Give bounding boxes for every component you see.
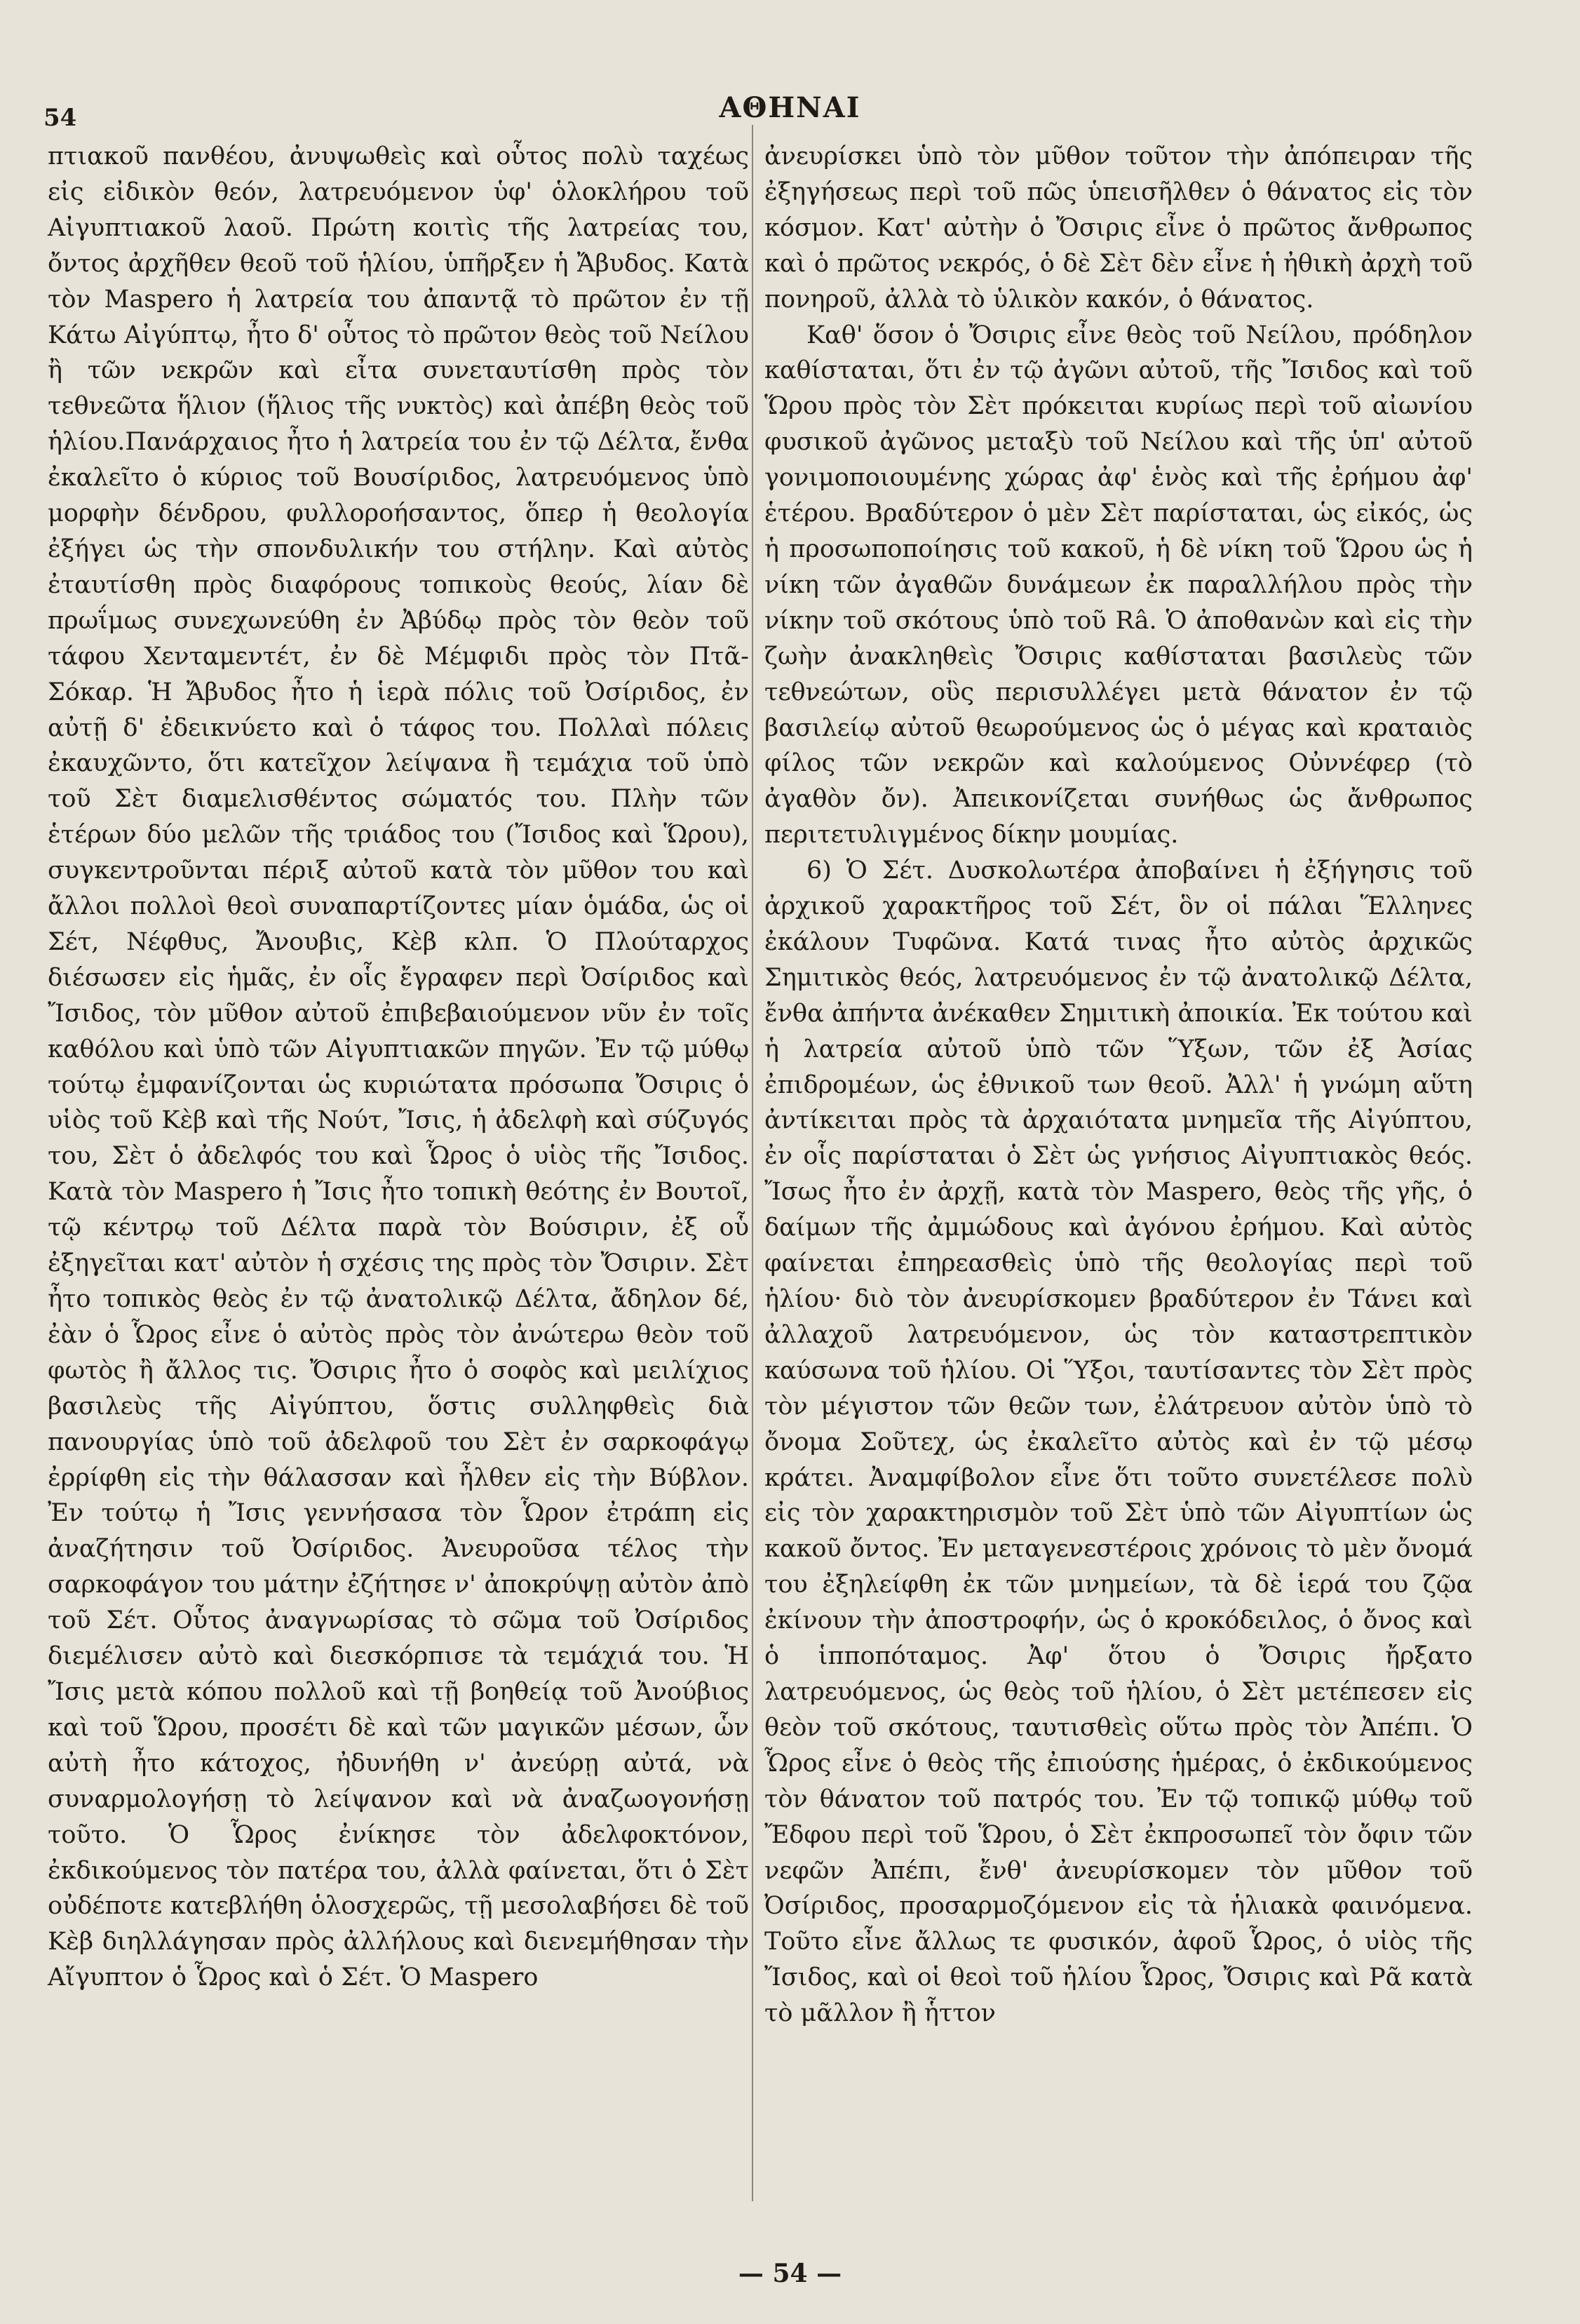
left-column-text: πτιακοῦ πανθέου, ἀνυψωθεὶς καὶ οὗτος πολὺ ταχέως εἰς εἰδικὸν θεόν, λατρευόμενον ὑφ' ὁλοκλήρου τοῦ Αἰγυπτιακοῦ λαοῦ. Πρώτη κοιτὶς τῆς λατρείας του, ὄντος ἀρχῆθεν θεοῦ τοῦ ἡλίου, ὑπῆρξεν ἡ Ἄβυδος. Κατὰ τὸν Maspero ἡ λατρεία του ἀπαντᾷ τὸ πρῶτον ἐν τῇ Κάτω Αἰγύπτῳ, ἦτο δ' οὗτος τὸ πρῶτον θεὸς τοῦ Νείλου ἢ τῶν νεκρῶν καὶ εἶτα συνεταυτίσθη πρὸς τὸν τεθνεῶτα ἥλιον (ἥλιος τῆς νυκτὸς) καὶ ἀπέβη θεὸς τοῦ ἡλίου.Πανάρχαιος ἦτο ἡ λατρεία του ἐν τῷ Δέλτα, ἔνθα ἐκαλεῖτο ὁ κύριος τοῦ Βουσίριδος, λατρευόμενος ὑπὸ μορφὴν δένδρου, φυλλοροήσαντος, ὅπερ ἡ θεολογία ἐξήγει ὡς τὴν σπονδυλικήν του στήλην. Καὶ αὐτὸς ἐταυτίσθη πρὸς διαφόρους τοπικοὺς θεούς, λίαν δὲ πρωΐμως συνεχωνεύθη ἐν Ἀβύδῳ πρὸς τὸν θεὸν τοῦ τάφου Χενταμεντέτ, ἐν δὲ Μέμφιδι πρὸς τὸν Πτᾶ-Σόκαρ. Ἡ Ἄβυδος ἦτο ἡ ἱερὰ πόλις τοῦ Ὀσίριδος, ἐν αὐτῇ δ' ἐδεικνύετο καὶ ὁ τάφος του. Πολλαὶ πόλεις ἐκαυχῶντο, ὅτι κατεῖχον λείψανα ἢ τεμάχια τοῦ ὑπὸ τοῦ Σὲτ διαμελισθέντος σώματός του. Πλὴν τῶν ἑτέρων δύο μελῶν τῆς τριάδος του (Ἴσιδος καὶ Ὥρου), συγκεντροῦνται πέριξ αὐτοῦ κατὰ τὸν μῦθον του καὶ ἄλλοι πολλοὶ θεοὶ συναπαρτίζοντες μίαν ὁμάδα, ὡς οἱ Σέτ, Νέφθυς, Ἄνουβις, Κὲβ κλπ. Ὁ Πλούταρχος διέσωσεν εἰς ἡμᾶς, ἐν οἷς ἔγραφεν περὶ Ὀσίριδος καὶ Ἴσιδος, τὸν μῦθον αὐτοῦ ἐπιβεβαιούμενον νῦν ἐν τοῖς καθόλου καὶ ὑπὸ τῶν Αἰγυπτιακῶν πηγῶν. Ἐν τῷ μύθῳ τούτῳ ἐμφανίζονται ὡς κυριώτατα πρόσωπα Ὄσιρις ὁ υἱὸς τοῦ Κὲβ καὶ τῆς Νούτ, Ἴσις, ἡ ἀδελφὴ καὶ σύζυγός του, Σὲτ ὁ ἀδελφός του καὶ Ὧρος ὁ υἱὸς τῆς Ἴσιδος. Κατὰ τὸν Maspero ἡ Ἴσις ἦτο τοπικὴ θεότης ἐν Βουτοῖ, τῷ κέντρῳ τοῦ Δέλτα παρὰ τὸν Βούσιριν, ἐξ οὗ ἐξηγεῖται κατ' αὐτὸν ἡ σχέσις της πρὸς τὸν Ὄσιριν. Σὲτ ἦτο τοπικὸς θεὸς ἐν τῷ ἀνατολικῷ Δέλτα, ἄδηλον δέ, ἐὰν ὁ Ὧρος εἶνε ὁ αὐτὸς πρὸς τὸν ἀνώτερω θεὸν τοῦ φωτὸς ἢ ἄλλος τις. Ὄσιρις ἦτο ὁ σοφὸς καὶ μειλίχιος βασιλεὺς τῆς Αἰγύπτου, ὅστις συλληφθεὶς διὰ πανουργίας ὑπὸ τοῦ ἀδελφοῦ του Σὲτ ἐν σαρκοφάγῳ ἐρρίφθη εἰς τὴν θάλασσαν καὶ ἦλθεν εἰς τὴν Βύβλον. Ἐν τούτῳ ἡ Ἴσις γεννήσασα τὸν Ὧρον ἐτράπη εἰς ἀναζήτησιν τοῦ Ὀσίριδος. Ἀνευροῦσα τέλος τὴν σαρκοφάγον του μάτην ἐζήτησε ν' ἀποκρύψῃ αὐτὸν ἀπὸ τοῦ Σέτ. Οὗτος ἀναγνωρίσας τὸ σῶμα τοῦ Ὀσίριδος διεμέλισεν αὐτὸ καὶ διεσκόρπισε τὰ τεμάχιά του. Ἡ Ἴσις μετὰ κόπου πολλοῦ καὶ τῇ βοηθείᾳ τοῦ Ἀνούβιος καὶ τοῦ Ὥρου, προσέτι δὲ καὶ τῶν μαγικῶν μέσων, ὧν αὐτὴ ἦτο κάτοχος, ἠδυνήθη ν' ἀνεύρῃ αὐτά, νὰ συναρμολογήσῃ τὸ λείψανον καὶ νὰ ἀναζωογονήσῃ τοῦτο. Ὁ Ὧρος ἐνίκησε τὸν ἀδελφοκτόνον, ἐκδικούμενος τὸν πατέρα του, ἀλλὰ φαίνεται, ὅτι ὁ Σὲτ οὐδέποτε κατεβλήθη ὁλοσχερῶς, τῇ μεσολαβήσει δὲ τοῦ Κὲβ διηλλάγησαν πρὸς ἀλλήλους καὶ διενεμήθησαν τὴν Αἴγυπτον ὁ Ὧρος καὶ ὁ Σέτ. Ὁ Maspero <box>48 142 749 1992</box>
column-divider <box>752 125 753 2201</box>
page-number-top: 54 <box>43 104 77 132</box>
running-title: ΑΘΗΝΑΙ <box>719 91 861 124</box>
right-paragraph-2: Καθ' ὅσον ὁ Ὄσιρις εἶνε θεὸς τοῦ Νείλου, πρόδηλον καθίσταται, ὅτι ἐν τῷ ἀγῶνι αὐτοῦ, τῆς Ἴσιδος καὶ τοῦ Ὥρου πρὸς τὸν Σὲτ πρόκειται κυρίως περὶ τοῦ αἰωνίου φυσικοῦ ἀγῶνος μεταξὺ τοῦ Νείλου καὶ τῆς ὑπ' αὐτοῦ γονιμοποιουμένης χώρας ἀφ' ἑνὸς καὶ τῆς ἐρήμου ἀφ' ἑτέρου. Βραδύτερον ὁ μὲν Σὲτ παρίσταται, ὡς εἰκός, ὡς ἡ προσωποποίησις τοῦ κακοῦ, ἡ δὲ νίκη τοῦ Ὥρου ὡς ἡ νίκη τῶν ἀγαθῶν δυνάμεων ἐκ παραλλήλου πρὸς τὴν νίκην τοῦ σκότους ὑπὸ τοῦ Râ. Ὁ ἀποθανὼν καὶ εἰς τὴν ζωὴν ἀνακληθεὶς Ὄσιρις καθίσταται βασιλεὺς τῶν τεθνεώτων, οὓς περισυλλέγει μετὰ θάνατον ἐν τῷ βασιλείῳ αὐτοῦ θεωρούμενος ὡς ὁ μέγας καὶ κραταιὸς φίλος τῶν νεκρῶν καὶ καλούμενος Οὐννέφερ (τὸ ἀγαθὸν ὄν). Ἀπεικονίζεται συνήθως ὡς ἄνθρωπος περιτετυλιγμένος δίκην μουμίας. <box>764 321 1473 849</box>
right-column <box>764 139 1473 2031</box>
page-number-bottom: — 54 — <box>738 2259 842 2288</box>
right-paragraph-3: 6) Ὁ Σέτ. Δυσκολωτέρα ἀποβαίνει ἡ ἐξήγησις τοῦ ἀρχικοῦ χαρακτῆρος τοῦ Σέτ, ὃν οἱ πάλαι Ἕλληνες ἐκάλουν Τυφῶνα. Κατά τινας ἦτο αὐτὸς ἀρχικῶς Σημιτικὸς θεός, λατρευόμενος ἐν τῷ ἀνατολικῷ Δέλτα, ἔνθα ἀπήντα ἀνέκαθεν Σημιτικὴ ἀποικία. Ἐκ τούτου καὶ ἡ λατρεία αὐτοῦ ὑπὸ τῶν Ὕξων, τῶν ἐξ Ἀσίας ἐπιδρομέων, ὡς ἐθνικοῦ των θεοῦ. Ἀλλ' ἡ γνώμη αὕτη ἀντίκειται πρὸς τὰ ἀρχαιότατα μνημεῖα τῆς Αἰγύπτου, ἐν οἷς παρίσταται ὁ Σὲτ ὡς γνήσιος Αἰγυπτιακὸς θεός. Ἴσως ἦτο ἐν ἀρχῇ, κατὰ τὸν Maspero, θεὸς τῆς γῆς, ὁ δαίμων τῆς ἀμμώδους καὶ ἀγόνου ἐρήμου. Καὶ αὐτὸς φαίνεται ἐπηρεασθεὶς ὑπὸ τῆς θεολογίας περὶ τοῦ ἡλίου· διὸ τὸν ἀνευρίσκομεν βραδύτερον ἐν Τάνει καὶ ἀλλαχοῦ λατρευόμενον, ὡς τὸν καταστρεπτικὸν καύσωνα τοῦ ἡλίου. Οἱ Ὕξοι, ταυτίσαντες τὸν Σὲτ πρὸς τὸν μέγιστον τῶν θεῶν των, ἐλάτρευον αὐτὸν ὑπὸ τὸ ὄνομα Σοῦτεχ, ὡς ἐκαλεῖτο αὐτὸς καὶ ἐν τῷ μέσῳ κράτει. Ἀναμφίβολον εἶνε ὅτι τοῦτο συνετέλεσε πολὺ εἰς τὸν χαρακτηρισμὸν τοῦ Σὲτ ὑπὸ τῶν Αἰγυπτίων ὡς κακοῦ ὄντος. Ἐν μεταγενεστέροις χρόνοις τὸ μὲν ὄνομά του ἐξηλείφθη ἐκ τῶν μνημείων, τὰ δὲ ἱερά του ζῷα ἐκίνουν τὴν ἀποστροφήν, ὡς ὁ κροκόδειλος, ὁ ὄνος καὶ ὁ ἱπποπόταμος. Ἀφ' ὅτου ὁ Ὄσιρις ἤρξατο λατρευόμενος, ὡς θεὸς τοῦ ἡλίου, ὁ Σὲτ μετέπεσεν εἰς θεὸν τοῦ σκότους, ταυτισθεὶς οὕτω πρὸς τὸν Ἀπέπι. Ὁ Ὧρος εἶνε ὁ θεὸς τῆς ἐπιούσης ἡμέρας, ὁ ἐκδικούμενος τὸν θάνατον τοῦ πατρός του. Ἐν τῷ τοπικῷ μύθῳ τοῦ Ἔδφου περὶ τοῦ Ὥρου, ὁ Σὲτ ἐκπροσωπεῖ τὸν ὄφιν τῶν νεφῶν Ἀπέπι, ἔνθ' ἀνευρίσκομεν τὸν μῦθον τοῦ Ὀσίριδος, προσαρμοζόμενον εἰς τὰ ἡλιακὰ φαινόμενα. Τοῦτο εἶνε ἄλλως τε φυσικόν, ἀφοῦ Ὧρος, ὁ υἱὸς τῆς Ἴσιδος, καὶ οἱ θεοὶ τοῦ ἡλίου Ὧρος, Ὄσιρις καὶ Ρᾶ κατὰ τὸ μᾶλλον ἢ ἧττον <box>764 857 1473 2028</box>
left-column <box>48 139 749 1996</box>
right-paragraph-1: ἀνευρίσκει ὑπὸ τὸν μῦθον τοῦτον τὴν ἀπόπειραν τῆς ἐξηγήσεως περὶ τοῦ πῶς ὑπεισῆλθεν ὁ θάνατος εἰς τὸν κόσμον. Κατ' αὐτὴν ὁ Ὄσιρις εἶνε ὁ πρῶτος ἄνθρωπος καὶ ὁ πρῶτος νεκρός, ὁ δὲ Σὲτ δὲν εἶνε ἡ ἠθικὴ ἀρχὴ τοῦ πονηροῦ, ἀλλὰ τὸ ὑλικὸν κακόν, ὁ θάνατος. <box>764 142 1473 314</box>
